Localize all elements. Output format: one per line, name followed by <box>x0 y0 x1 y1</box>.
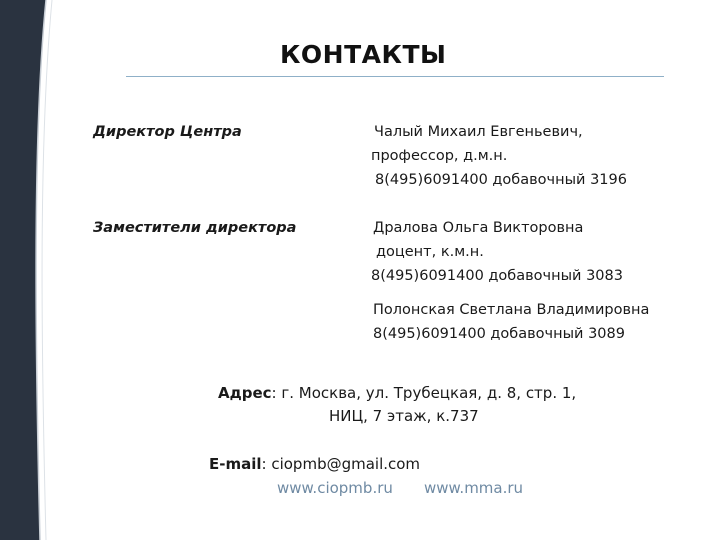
deputy-1-name: Дралова Ольга Викторовна <box>373 220 584 236</box>
director-degree: профессор, д.м.н. <box>371 148 508 164</box>
title-divider <box>126 76 664 77</box>
deputy-2-name: Полонская Светлана Владимировна <box>373 302 650 318</box>
email-label: E-mail <box>209 455 262 473</box>
page-title: КОНТАКТЫ <box>280 40 447 69</box>
side-decoration <box>0 0 60 540</box>
deputy-2-phone: 8(495)6091400 добавочный 3089 <box>373 326 625 342</box>
address-line-2: НИЦ, 7 этаж, к.737 <box>329 407 479 425</box>
director-phone: 8(495)6091400 добавочный 3196 <box>375 172 627 188</box>
address-line-1 <box>218 384 576 402</box>
director-name: Чалый Михаил Евгеньевич, <box>374 124 583 140</box>
deputy-1-phone: 8(495)6091400 добавочный 3083 <box>371 268 623 284</box>
email-address[interactable]: : ciopmb@gmail.com <box>261 455 421 473</box>
website-link-mma[interactable]: www.mma.ru <box>424 479 524 497</box>
address-text: : г. Москва, ул. Трубецкая, д. 8, стр. 1, <box>271 384 577 402</box>
address-label: Адрес <box>218 384 272 402</box>
director-role-label: Директор Центра <box>93 124 242 140</box>
website-link-ciopmb[interactable]: www.ciopmb.ru <box>277 479 393 497</box>
email-line <box>209 455 420 473</box>
deputies-role-label: Заместители директора <box>93 220 297 236</box>
deputy-1-degree: доцент, к.м.н. <box>376 244 484 260</box>
